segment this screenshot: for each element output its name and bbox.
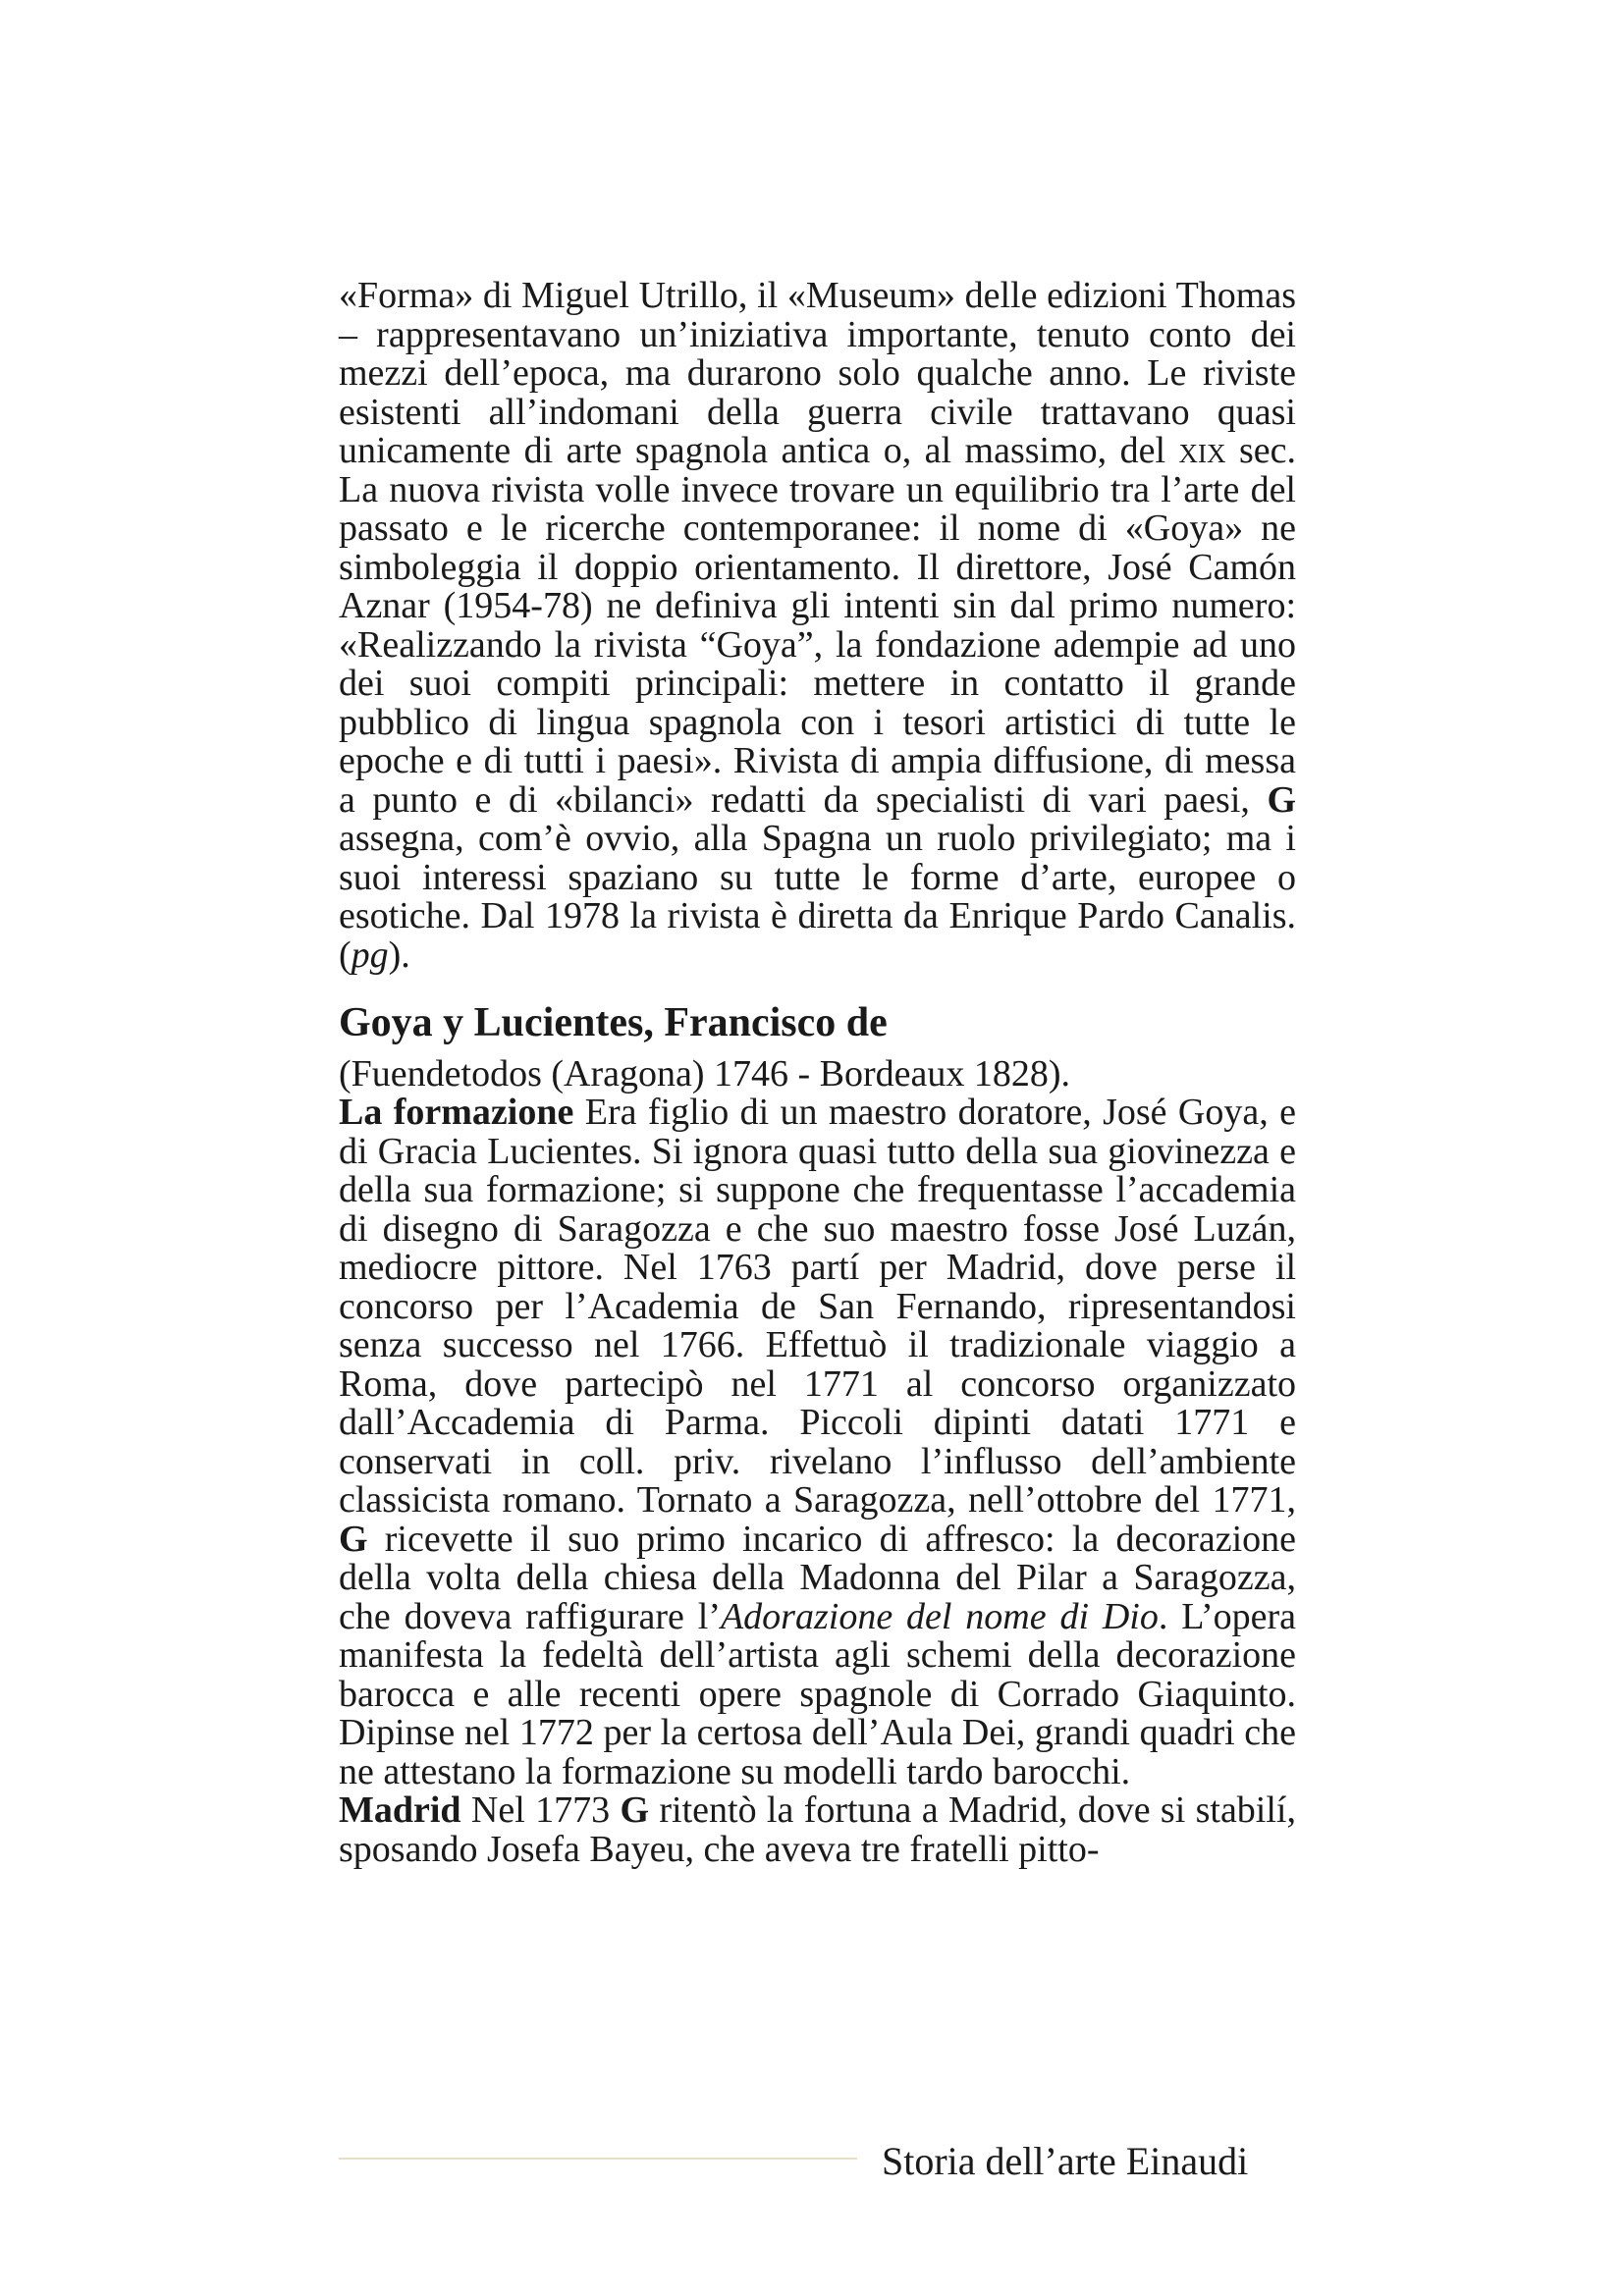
goya-abbrev: G — [339, 1518, 368, 1560]
section-label-formazione: La formazione — [339, 1092, 574, 1133]
footer-title: Storia dell’arte Einaudi — [882, 2139, 1249, 2183]
section-label-madrid: Madrid — [339, 1789, 461, 1831]
journal-abbrev: G — [1267, 778, 1296, 821]
formazione-paragraph: La formazione Era figlio di un maestro doratore, José Goya, e di Gracia Lucientes. Si ignora quasi tutto della sua giovinezza e della sua formazione; si suppone che frequentasse l’accademia di disegno di Saragozza e che suo maestro fosse José Luzán, mediocre pittore. Nel 1763 partí per Madrid, dove perse il concorso per l’Academia de San Fernando, ripresentandosi senza successo nel 1766. Effettuò il tradizionale viaggio a Roma, dove partecipò nel 1771 al concorso organizzato dall’Accademia di Parma. Piccoli dipinti datati 1771 e conservati in coll. priv. rivelano l’influsso dell’ambiente classicista romano. Tornato a Saragozza, nell’ottobre del 1771, G ricevette il suo primo incarico di affresco: la decorazione della volta della chiesa della Madonna del Pilar a Saragozza, che doveva raffigurare l’Adorazione del nome di Dio. L’opera manifesta la fedeltà dell’artista agli schemi della decorazione barocca e alle recenti opere spagnole di Corrado Giaquinto. Dipinse nel 1772 per la certosa dell’Aula Dei, grandi quadri che ne attestano la formazione su modelli tardo barocchi. — [339, 1092, 1296, 1792]
century-numeral: xix — [1178, 430, 1226, 471]
madrid-paragraph: Madrid Nel 1773 G ritentò la fortuna a Madrid, dove si stabilí, sposando Josefa Bayeu, che aveva tre fratelli pitto- — [339, 1789, 1296, 1870]
work-title: Adorazione del nome di Dio — [720, 1595, 1159, 1637]
author-initials: pg — [351, 934, 389, 976]
footer-rule — [339, 2158, 857, 2160]
entry-subtitle: (Fuendetodos (Aragona) 1746 - Bordeaux 1828). — [339, 1052, 1071, 1095]
article-body — [339, 277, 1296, 1869]
goya-abbrev: G — [620, 1789, 650, 1831]
entry-title: Goya y Lucientes, Francisco de — [339, 1000, 888, 1045]
intro-paragraph: «Forma» di Miguel Utrillo, il «Museum» delle edizioni Thomas – rappresentavano un’iniziativa importante, tenuto conto dei mezzi dell’epoca, ma durarono solo qualche anno. Le riviste esistenti all’indomani della guerra civile trattavano quasi unicamente di arte spagnola antica o, al massimo, del xix sec. La nuova rivista volle invece trovare un equilibrio tra l’arte del passato e le ricerche contemporanee: il nome di «Goya» ne simboleggia il doppio orientamento. Il direttore, José Camón Aznar (1954-78) ne definiva gli intenti sin dal primo numero: «Realizzando la rivista “Goya”, la fondazione adempie ad uno dei suoi compiti principali: mettere in contatto il grande pubblico di lingua spagnola con i tesori artistici di tutte le epoche e di tutti i paesi». Rivista di ampia diffusione, di messa a punto e di «bilanci» redatti da specialisti di vari paesi, G assegna, com’è ovvio, alla Spagna un ruolo privilegiato; ma i suoi interessi spaziano su tutte le forme d’arte, europee o esotiche. Dal 1978 la rivista è diretta da Enrique Pardo Canalis. (pg). — [339, 275, 1296, 976]
